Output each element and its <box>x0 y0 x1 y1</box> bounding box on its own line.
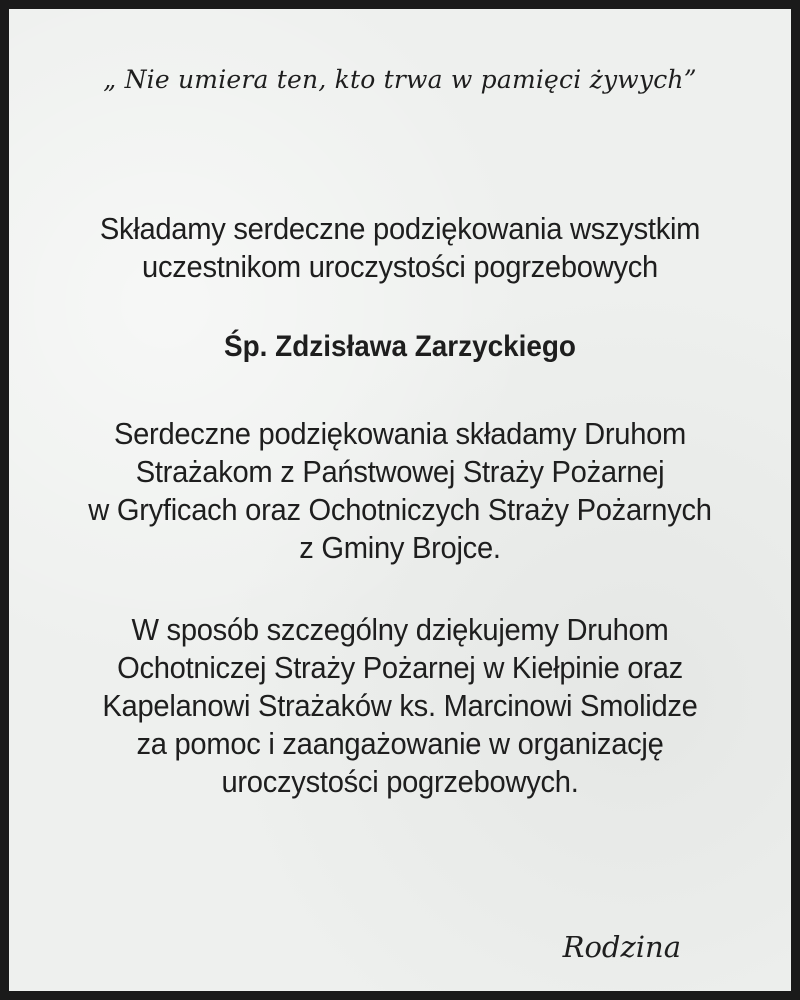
thanks-special-line: Kapelanowi Strażaków ks. Marcinowi Smolidze <box>102 688 698 723</box>
thanks-special-line: za pomoc i zaangażowanie w organizację <box>136 726 664 761</box>
thanks-special-line: W sposób szczególny dziękujemy Druhom <box>131 612 669 647</box>
intro-line: Składamy serdeczne podziękowania wszystkim <box>99 211 701 246</box>
condolence-card <box>9 9 791 991</box>
thanks-special-paragraph <box>32 611 767 801</box>
intro-paragraph <box>32 210 767 286</box>
signature: Rodzina <box>562 930 681 964</box>
thanks-firefighters-line: z Gminy Brojce. <box>299 530 501 565</box>
memorial-quote: „ Nie umiera ten, kto trwa w pamięci żywych” <box>103 65 697 94</box>
thanks-firefighters-paragraph <box>32 415 767 567</box>
thanks-special-line: uroczystości pogrzebowych. <box>221 764 579 799</box>
deceased-name: Śp. Zdzisława Zarzyckiego <box>224 330 576 363</box>
thanks-firefighters-line: Serdeczne podziękowania składamy Druhom <box>113 416 687 451</box>
thanks-firefighters-line: w Gryficach oraz Ochotniczych Straży Pożarnych <box>88 492 712 527</box>
thanks-firefighters-line: Strażakom z Państwowej Straży Pożarnej <box>135 454 665 489</box>
intro-line: uczestnikom uroczystości pogrzebowych <box>142 249 658 284</box>
thanks-special-line: Ochotniczej Straży Pożarnej w Kiełpinie oraz <box>117 650 683 685</box>
